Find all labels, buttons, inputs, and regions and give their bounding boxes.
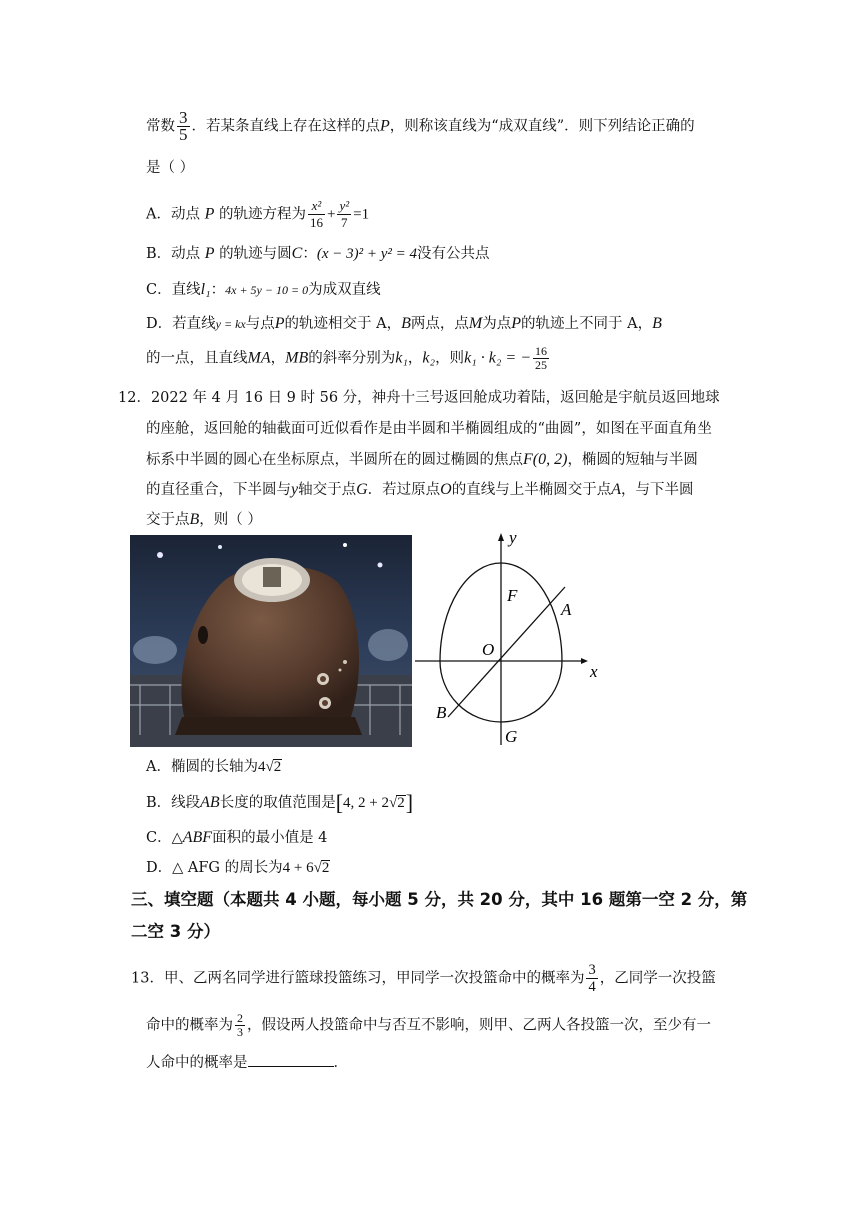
point-o-label: O xyxy=(482,640,495,659)
q11-option-b xyxy=(146,243,490,265)
frac-num: 3 xyxy=(588,962,596,978)
var-c: C xyxy=(291,245,303,262)
q13-text: ，假设两人投篮命中与否互不影响，则甲、乙两人各投篮一次，至少有一 xyxy=(247,1017,711,1034)
q12-text: ，则（ ） xyxy=(199,512,262,528)
var-l1: l₁ xyxy=(200,281,211,298)
left-bracket: [ xyxy=(335,790,344,815)
q13-line-1 xyxy=(131,962,716,995)
q12-text: 的直径重合，下半圆与 xyxy=(146,482,291,498)
q12-line-5 xyxy=(146,509,262,531)
q12-text: 轴交于点 xyxy=(298,482,357,498)
q12-option-c xyxy=(146,827,327,849)
opt-text: 的轨迹上不同于 A， xyxy=(520,316,653,332)
fraction-3-5 xyxy=(177,110,190,143)
q12-text: ，椭圆的短轴与半圆 xyxy=(567,452,698,468)
q11-line-2: 是（ ） xyxy=(146,160,195,176)
point-b-label: B xyxy=(436,703,447,722)
frac-den: 25 xyxy=(534,358,547,372)
opt-text: B．线段 xyxy=(146,795,201,811)
q11-option-c xyxy=(146,279,381,301)
q12-line-3 xyxy=(146,449,698,471)
radicand: 2 xyxy=(321,860,330,876)
x-label: x xyxy=(590,662,598,681)
frac-num: y² xyxy=(339,198,350,213)
opt-text: 的轨迹与圆 xyxy=(219,246,292,262)
q12-option-a: A．椭圆的长轴为4√2 xyxy=(146,759,282,775)
frac-den: 7 xyxy=(341,215,348,230)
frac-den: 3 xyxy=(237,1025,243,1039)
opt-text: 的轨迹相交于 A， xyxy=(284,316,402,332)
frac-den: 5 xyxy=(179,125,188,144)
q13-text: 13．甲、乙两名同学进行篮球投篮练习，甲同学一次投篮命中的概率为 xyxy=(131,970,585,987)
q11-option-d-line2 xyxy=(146,345,551,372)
comma: ， xyxy=(407,350,423,367)
var-k2: k₂ xyxy=(422,349,436,367)
q12-text: ．若过原点 xyxy=(367,482,441,498)
circle-equation: (x − 3)² + y² = 4 xyxy=(316,246,417,262)
frac-num: 3 xyxy=(179,108,188,127)
colon: ： xyxy=(210,282,226,298)
section-3-heading: 三、填空题（本题共 4 小题，每小题 5 分，共 20 分，其中 16 题第一空 2 分，第 xyxy=(131,890,748,909)
q13-line-3 xyxy=(146,1052,348,1074)
var-p: P xyxy=(274,315,285,332)
opt-text: 的斜率分别为 xyxy=(308,350,396,367)
frac-num: 2 xyxy=(237,1011,243,1025)
curved-circle-diagram xyxy=(410,525,615,750)
q13-text: 命中的概率为 xyxy=(146,1017,233,1034)
x-axis-arrow-icon xyxy=(581,658,588,664)
opt-text: 的一点，且直线 xyxy=(146,350,248,367)
var-k1: k₁ xyxy=(395,349,408,367)
line-through-origin xyxy=(448,587,565,717)
q11-option-a xyxy=(146,198,369,231)
var-o: O xyxy=(440,481,452,498)
fraction-3-4 xyxy=(586,962,597,995)
perimeter: 4 + 6 xyxy=(282,860,314,876)
focus-point: F(0, 2) xyxy=(523,451,568,468)
opt-text: 为点 xyxy=(482,316,512,332)
line-equation: 4x + 5y − 10 = 0 xyxy=(225,283,309,297)
q12-line-2: 的座舱，返回舱的轴截面可近似看作是由半圆和半椭圆组成的“曲圆”，如图在平面直角坐 xyxy=(146,421,712,437)
period: ． xyxy=(333,1055,348,1071)
opt-text: 为成双直线 xyxy=(308,282,381,298)
var-mb: MB xyxy=(285,349,309,367)
frac-num: x² xyxy=(308,198,325,215)
y-axis-arrow-icon xyxy=(498,533,504,541)
frac-num: 16 xyxy=(534,344,547,358)
q12-text: ，与下半圆 xyxy=(621,482,694,498)
q12-text: 标系中半圆的圆心在坐标原点，半圆所在的圆过椭圆的焦点 xyxy=(146,452,523,468)
q12-option-b: B．线段AB长度的取值范围是[4, 2 + 2√2] xyxy=(146,790,414,815)
opt-text: C．△ xyxy=(146,830,183,846)
q13-text: 人命中的概率是 xyxy=(146,1055,248,1071)
fraction-y2-7 xyxy=(337,198,351,231)
opt-text: 面积的最小值是 4 xyxy=(212,830,328,846)
coef: 4 xyxy=(257,759,266,775)
opt-label: B．动点 xyxy=(146,246,201,262)
var-p: P xyxy=(204,245,215,262)
q13-text: ，乙同学一次投篮 xyxy=(599,970,716,987)
var-b: B xyxy=(189,511,200,528)
opt-text: A．椭圆的长轴为 xyxy=(146,759,258,775)
var-y: y xyxy=(291,481,299,498)
radicand: 2 xyxy=(273,759,282,775)
opt-label: D．若直线 xyxy=(146,316,216,332)
opt-text: 长度的取值范围是 xyxy=(219,795,336,811)
opt-text: 的轨迹方程为 xyxy=(218,206,306,223)
opt-text: 没有公共点 xyxy=(417,246,490,262)
frac-den: 4 xyxy=(588,979,596,995)
fraction-16-25 xyxy=(533,345,549,372)
var-p: P xyxy=(380,117,390,135)
comma: ， xyxy=(270,350,286,367)
q11-text: 常数 xyxy=(146,118,175,135)
point-a-label: A xyxy=(561,600,572,619)
var-b: B xyxy=(652,315,662,332)
var-m: M xyxy=(468,315,483,332)
answer-blank[interactable] xyxy=(248,1052,334,1067)
var-p: P xyxy=(511,315,521,332)
slope-product: k₁ · k₂ = − xyxy=(464,349,531,367)
colon: ： xyxy=(302,246,317,262)
opt-label: A．动点 xyxy=(146,206,200,223)
frac-den: 16 xyxy=(309,215,323,230)
equals-one: =1 xyxy=(353,206,370,223)
point-g-label: G xyxy=(505,727,518,746)
var-a: A xyxy=(611,481,622,498)
var-p: P xyxy=(204,205,215,223)
opt-label: C．直线 xyxy=(146,282,201,298)
opt-text: 与点 xyxy=(245,316,275,332)
capsule-photo xyxy=(130,535,412,747)
opt-text: ，则 xyxy=(435,350,465,367)
var-g: G xyxy=(356,481,368,498)
opt-text: D．△ AFG 的周长为 xyxy=(146,860,283,876)
radicand: 2 xyxy=(397,795,405,811)
q11-line-1 xyxy=(146,110,695,143)
right-bracket: ] xyxy=(405,790,414,815)
var-b: B xyxy=(401,315,411,332)
var-ab: AB xyxy=(200,794,220,811)
fraction-2-3 xyxy=(235,1012,245,1039)
q12-text: 交于点 xyxy=(146,512,190,528)
point-f-label: F xyxy=(507,586,518,605)
section-3-heading-cont: 二空 3 分） xyxy=(131,922,220,941)
opt-text: 两点，点 xyxy=(410,316,469,332)
var-ma: MA xyxy=(247,349,271,367)
q11-text: ，则称该直线为“成双直线”．则下列结论正确的 xyxy=(389,118,695,135)
line-equation: y = kx xyxy=(215,317,246,331)
q12-line-1: 12．2022 年 4 月 16 日 9 时 56 分，神舟十三号返回舱成功着陆，返回舱是宇航员返回地球 xyxy=(118,390,720,406)
q11-option-d-line1 xyxy=(146,313,662,335)
y-label: y xyxy=(509,528,517,547)
q12-option-d: D．△ AFG 的周长为4 + 6√2 xyxy=(146,860,330,876)
q13-line-2 xyxy=(146,1012,711,1039)
q12-text: 的直线与上半椭圆交于点 xyxy=(451,482,612,498)
var-abf: ABF xyxy=(182,829,213,846)
fraction-x2-16 xyxy=(308,198,325,231)
plus: + xyxy=(326,206,336,223)
q12-line-4 xyxy=(146,479,694,501)
q11-text: ．若某条直线上存在这样的点 xyxy=(191,118,380,135)
range: 4, 2 + 2 xyxy=(343,795,389,811)
